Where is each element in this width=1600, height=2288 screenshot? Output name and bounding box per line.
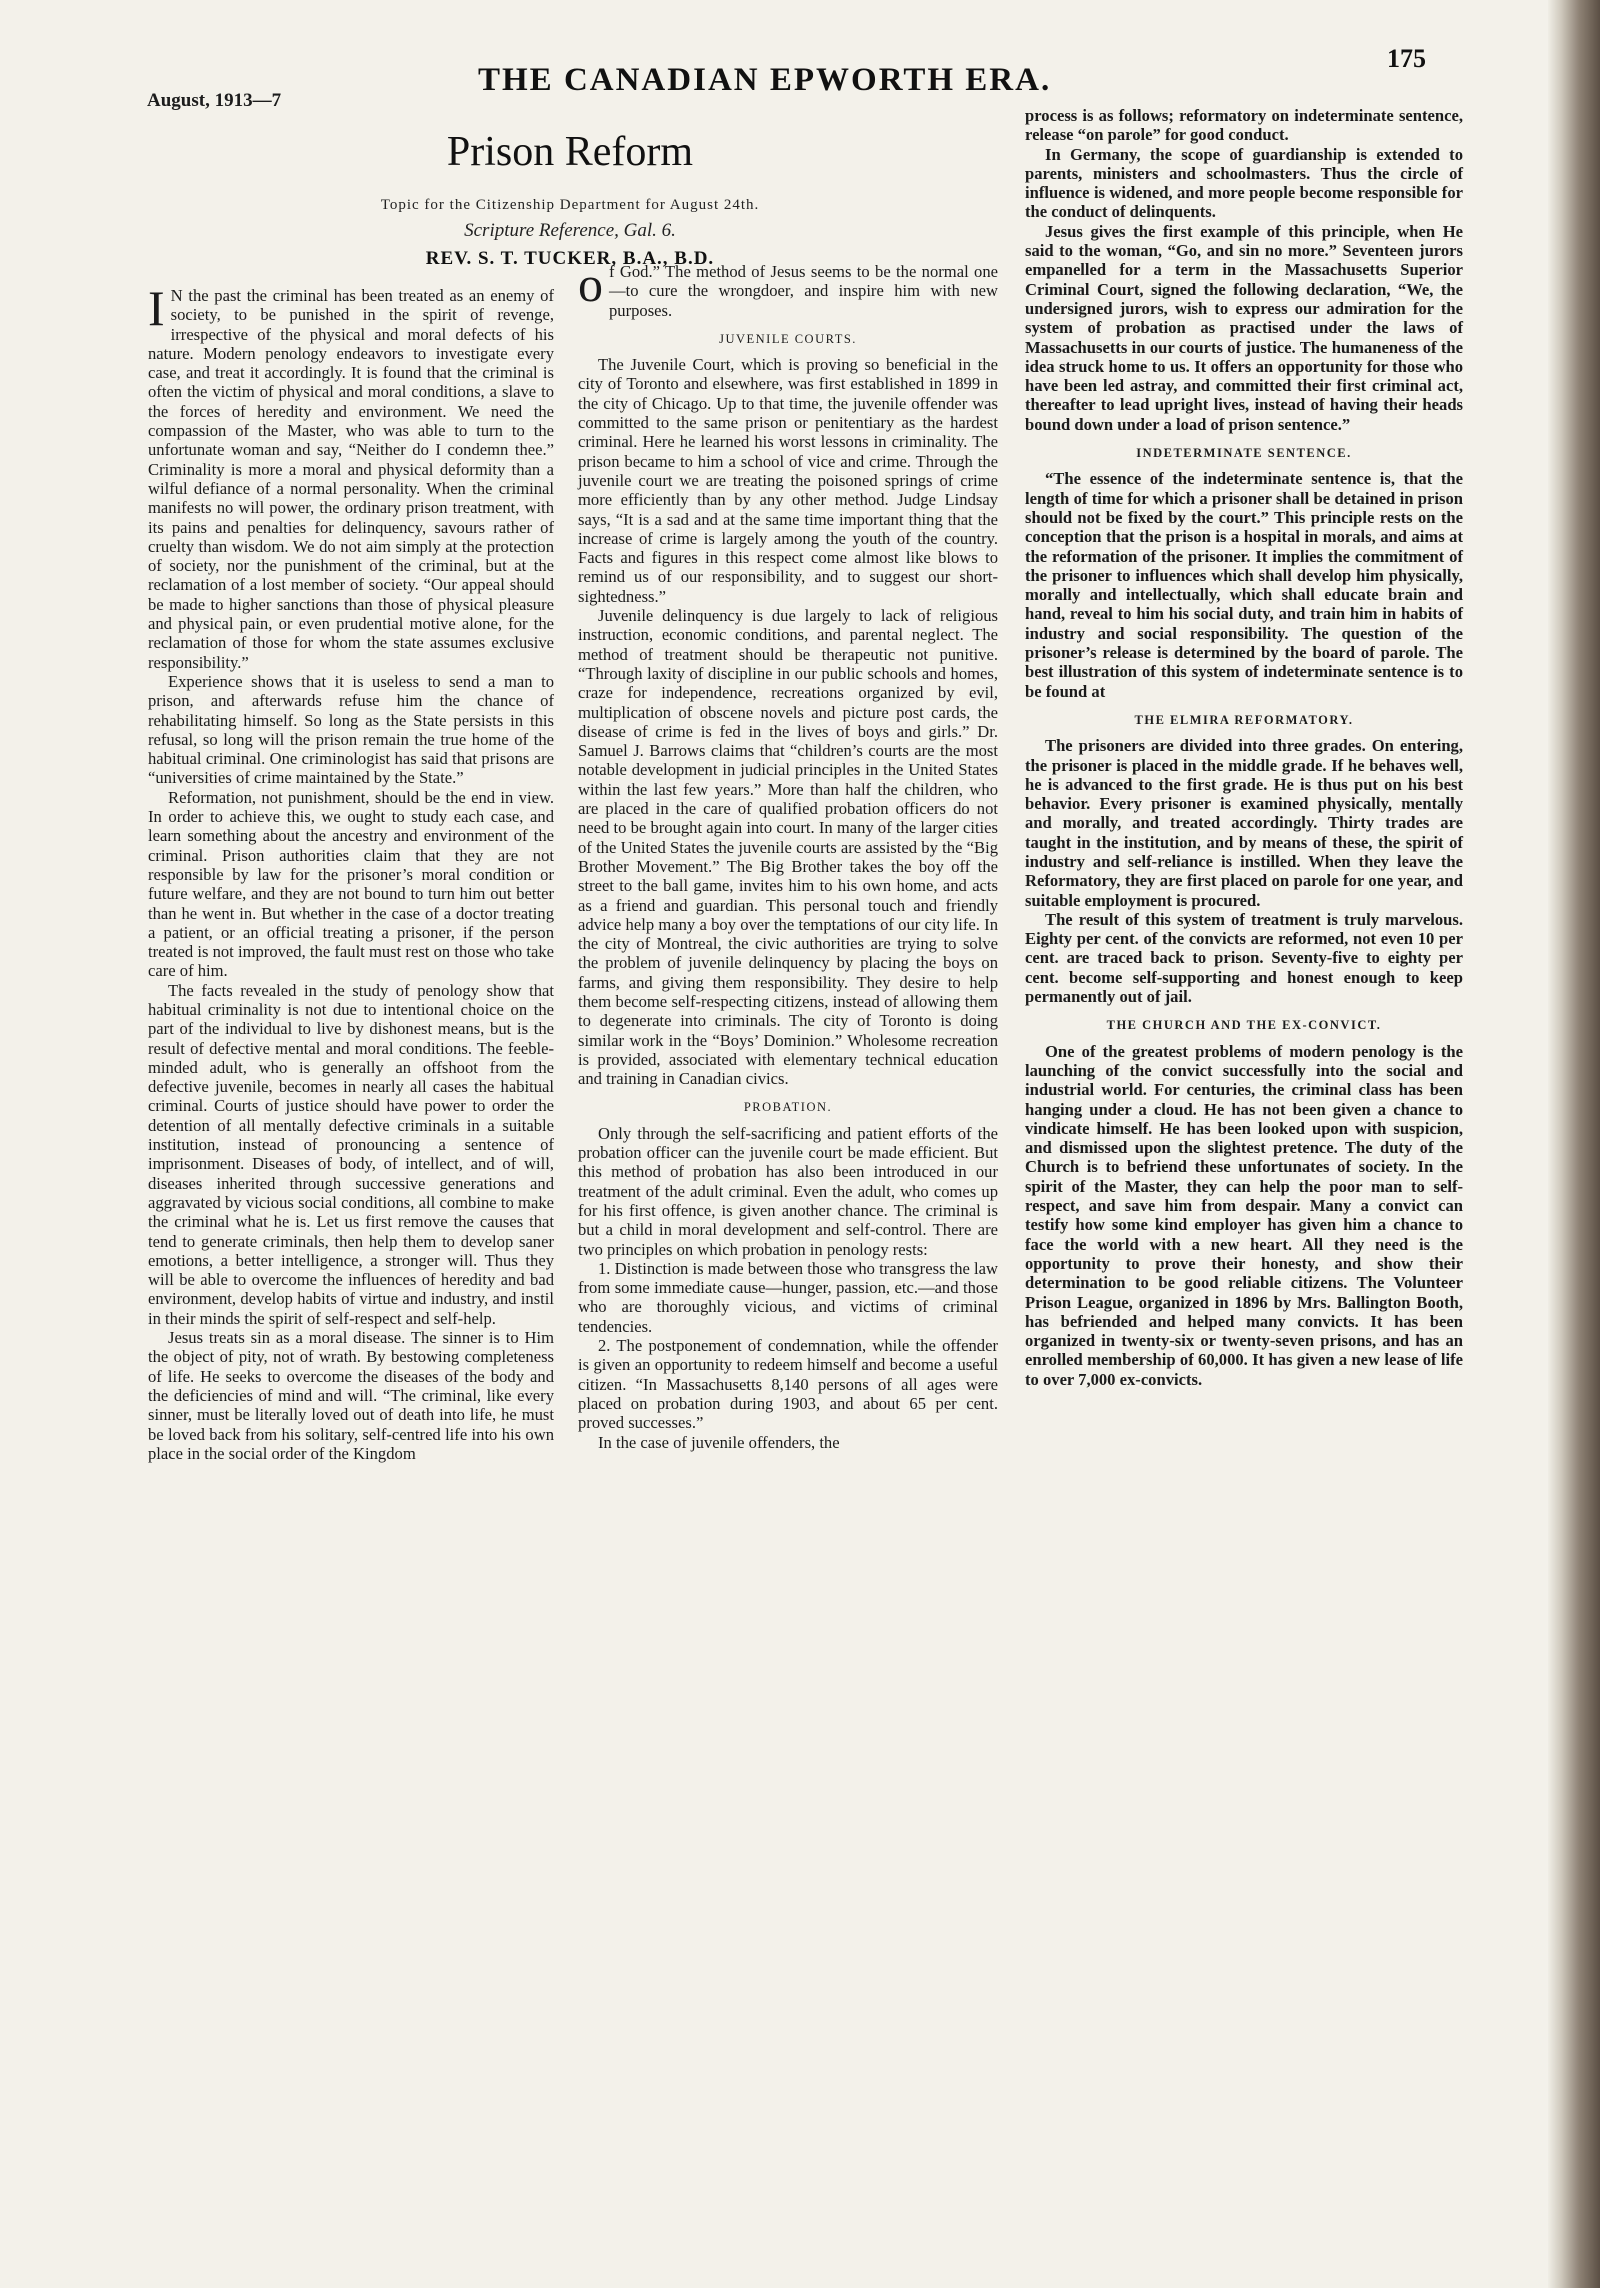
article-title: Prison Reform (446, 129, 694, 175)
article-topic: Topic for the Citizenship Department for August 24th. (380, 197, 760, 213)
column-1 (148, 280, 554, 1463)
journal-title: THE CANADIAN EPWORTH ERA. (478, 62, 1052, 98)
paragraph: One of the greatest problems of modern penology is the launching of the convict successfully into the social and industrial world. For centuries, the criminal class has been hanging under a cloud. He has not been given a chance to vindicate himself. He has been looked upon with suspicion, and dismissed upon the slightest pretence. The duty of the Church is to befriend these unfortunates of society. In the spirit of the Master, they can help the poor man to self-respect, and save him from despair. Many a convict can testify how some kind employer has given him a chance to face the world with a new heart. All they need is the opportunity to prove their honesty, and show their determination to be good reliable citizens. The Volunteer Prison League, organized in 1896 by Mrs. Ballington Booth, has befriended and helped many convicts. It has been organized in twenty-six or twenty-seven prisons, and has an enrolled membership of 60,000. It has given a new lease of life to over 7,000 ex-convicts. (1025, 1041, 1463, 1389)
paragraph: IN the past the criminal has been treated as an enemy of society, to be punished in the spirit of revenge, irrespective of the physical and moral defects of his nature. Modern penology endeavors to investigate every case, and treat it accordingly. It is found that the criminal is often the victim of physical and moral conditions, a slave to the forces of heredity and environment. We need the compassion of the Master, who was able to turn to the unfortunate woman and say, “Neither do I condemn thee.” Criminality is more a moral and physical deformity than a wilful defiance of a normal personality. When the criminal manifests no will power, the ordinary prison treatment, with its pains and penalties for delinquency, savours rather of cruelty than wisdom. We do not aim simply at the protection of society, nor the punishment of the criminal, but at the reclamation of a lost member of society. “Our appeal should be made to higher sanctions than those of physical pleasure and physical pain, or even prudential motive alone, for the reclamation of those for whom the state assumes exclusive responsibility.” (148, 280, 554, 672)
paragraph: The prisoners are divided into three grades. On entering, the prisoner is placed in the middle grade. If he behaves well, he is advanced to the first grade. He is thus put on his best behavior. Every prisoner is examined physically, mentally and morally, and treated accordingly. Thirty trades are taught in the institution, and by means of these, the spirit of industry and self-reliance is instilled. When they leave the Reformatory, they are first placed on parole for one year, and suitable employment is procured. (1025, 736, 1463, 910)
issue-date: August, 1913—7 (147, 90, 282, 111)
column-3 (1025, 106, 1463, 1389)
book-spine (1548, 0, 1600, 2288)
paragraph: In the case of juvenile offenders, the (598, 1432, 840, 1452)
paragraph: “The essence of the indeterminate sentence is, that the length of time for which a prisoner shall be detained in prison should not be fixed by the court.” This principle rests on the conception that the prison is a hospital in morals, and aims at the reformation of the prisoner. It implies the commitment of the prisoner to influences which shall develop him physically, morally and intellectually, which shall educate brain and hand, reveal to him his social duty, and train him in habits of industry and social responsibility. The question of the prisoner’s release is determined by the board of parole. The best illustration of this system of indeterminate sentence is to be found at (1025, 469, 1463, 701)
paragraph: 1. Distinction is made between those who transgress the law from some immediate cause—hunger, passion, etc.—and those who are thoroughly vicious, and victims of criminal tendencies. (578, 1258, 999, 1336)
paragraph: The result of this system of treatment is truly marvelous. Eighty per cent. of the convicts are reformed, not even 10 per cent. are traced back to prison. Seventy-five to eighty per cent. become self-supporting and honest enough to keep permanently out of jail. (1025, 909, 1463, 1007)
scripture-reference: Scripture Reference, Gal. 6. (464, 220, 676, 241)
paragraph: Experience shows that it is useless to send a man to prison, and afterwards refuse him the chance of rehabilitating himself. So long as the State persists in this refusal, so long will the prison remain the true home of the habitual criminal. One criminologist has said that prisons are “universities of crime maintained by the State.” (148, 671, 554, 788)
column-2 (578, 256, 999, 1452)
section-heading: JUVENILE COURTS. (719, 331, 857, 346)
paragraph: In Germany, the scope of guardianship is extended to parents, ministers and schoolmasters. Thus the circle of influence is widened, and more people become responsible for the conduct of delinquents. (1025, 144, 1463, 222)
paragraph: 2. The postponement of condemnation, while the offender is given an opportunity to redeem himself and become a useful citizen. “In Massachusetts 8,140 persons of all ages were placed on probation during 1903, and about 65 per cent. proved successes.” (578, 1336, 998, 1433)
page-number: 175 (1387, 44, 1426, 73)
paragraph: process is as follows; reformatory on indeterminate sentence, release “on parole” for good conduct. (1025, 106, 1463, 145)
paragraph: Juvenile delinquency is due largely to lack of religious instruction, economic conditions, and parental neglect. The method of treatment should be therapeutic not punitive. “Through laxity of discipline in our public schools and homes, craze for independence, recreations organized by evil, multiplication of obscene novels and picture post cards, the disease of crime is fed in the lives of boys and girls.” Dr. Samuel J. Barrows claims that “children’s courts are the most notable development in judicial principles in the United States within the last few years.” More than half the children, who are placed in the care of qualified probation officers do not need to be brought again into court. In many of the larger cities of the United States the juvenile courts are assisted by the “Big Brother Movement.” The Big Brother takes the boy off the street to the ball game, invites him to his own home, and acts as a friend and guardian. This personal touch and friendly advice help many a boy over the temptations of our city life. In the city of Montreal, the civic authorities are trying to solve the problem of juvenile delinquency by placing the boys on farms, and giving them responsibility. They desire to help them become self-respecting citizens, instead of allowing them to degenerate into criminals. The city of Toronto is doing similar work in the “Boys’ Dominion.” Wholesome recreation is provided, associated with elementary technical education and training in Canadian civics. (578, 606, 998, 1089)
section-heading: THE CHURCH AND THE EX-CONVICT. (1106, 1018, 1382, 1033)
article-author: REV. S. T. TUCKER, B.A., B.D. (425, 248, 715, 269)
paragraph: of God.” The method of Jesus seems to be the normal one—to cure the wrongdoer, and inspire him with new purposes. (578, 256, 998, 320)
paragraph: Only through the self-sacrificing and patient efforts of the probation officer can the juvenile court be made efficient. But this method of probation has also been introduced in our treatment of the adult criminal. Even the adult, who comes up for his first offence, is given another chance. The criminal is but a child in moral development and self-control. There are two principles on which probation in penology rests: (578, 1123, 998, 1259)
section-heading: PROBATION. (743, 1100, 833, 1115)
paragraph: The facts revealed in the study of penology show that habitual criminality is not due to intentional choice on the part of the individual to live by dishonest means, but is the result of defective mental and moral conditions. The feeble-minded adult, who is generally an offshoot from the defective juvenile, becomes in nearly all cases the habitual criminal. Courts of justice should have power to order the detention of all mentally defective criminals in a suitable institution, instead of pronouncing a sentence of imprisonment. Diseases of body, of intellect, and of will, diseases inherited through successive generations and aggravated by vicious social conditions, all combine to make the criminal what he is. Let us first remove the causes that tend to generate criminals, then help them to develop saner emotions, a better intelligence, a stronger will. Thus they will be able to overcome the influences of heredity and bad environment, develop habits of virtue and industry, and instil in their minds the spirit of self-respect and self-help. (148, 980, 554, 1328)
paragraph: Jesus gives the first example of this principle, when He said to the woman, “Go, and sin no more.” Seventeen jurors empanelled for a term in the Massachusetts Superior Criminal Court, signed the following declaration, “We, the undersigned jurors, wish to express our admiration for the system of probation as practised under the laws of Massachusetts in our courts of justice. The humaneness of the idea struck home to us. It offers an opportunity for those who have been led astray, and committed their first criminal act, thereafter to lead upright lives, instead of having their heads bound down under a load of prison sentence.” (1025, 221, 1463, 434)
section-heading: THE ELMIRA REFORMATORY. (1134, 712, 1354, 727)
paragraph: Jesus treats sin as a moral disease. The sinner is to Him the object of pity, not of wrath. By bestowing completeness of life. He seeks to overcome the diseases of the body and the deficiencies of mind and will. “The criminal, like every sinner, must be literally loved out of death into life, he must be loved back from his solitary, self-centred life into his own place in the social order of the Kingdom (148, 1328, 554, 1463)
paragraph: The Juvenile Court, which is proving so beneficial in the city of Toronto and elsewhere, was first established in 1899 in the city of Chicago. Up to that time, the juvenile offender was committed to the same prison or penitentiary as the hardest criminal. Here he learned his worst lessons in criminality. The prison became to him a school of vice and crime. Through the juvenile court we are treating the poisoned springs of crime more efficiently than by any other method. Judge Lindsay says, “It is a sad and at the same time important thing that the increase of crime is largely among the youth of the country. Facts and figures in this respect come almost like blows to remind us of our responsibility, and to suggest our short-sightedness.” (578, 355, 998, 606)
section-heading: INDETERMINATE SENTENCE. (1136, 446, 1352, 461)
paragraph: Reformation, not punishment, should be the end in view. In order to achieve this, we ought to study each case, and learn something about the ancestry and environment of the criminal. Prison authorities claim that they are not responsible by law for the prisoner’s moral condition or future welfare, and they are not bound to turn him out better than he went in. But whether in the case of a doctor treating a patient, or an official treating a prisoner, if the person treated is not improved, the fault must rest on those who take care of him. (148, 787, 554, 981)
